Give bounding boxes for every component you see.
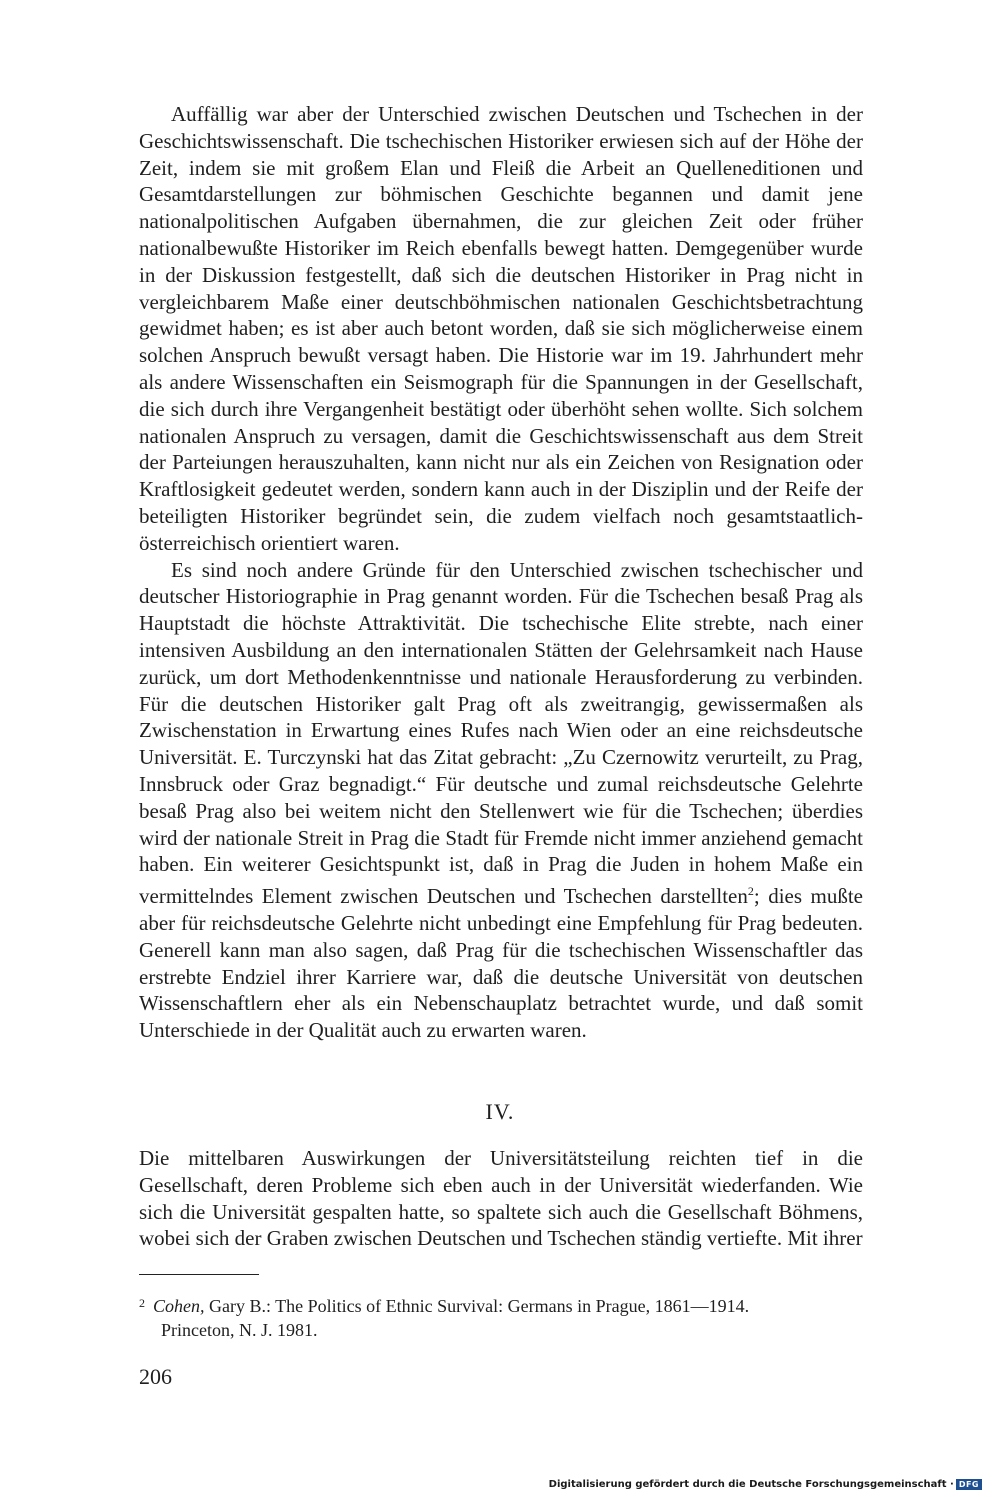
credit-text: Digitalisierung gefördert durch die Deutsche Forschungsgemeinschaft · bbox=[548, 1479, 954, 1490]
page-number: 206 bbox=[139, 1364, 172, 1389]
paragraph-text: Es sind noch andere Gründe für den Unterschied zwischen tschechischer und deutscher Historiographie in Prag genannt worden. Für die Tschechen besaß Prag als Hauptstadt die höchste Attraktivität. Die tschechische Elite strebte, nach einer intensiven Ausbildung an den internationalen Stätten der Gelehrsamkeit nach Hause zurück, um dort Methodenkenntnisse und nationale Herausforderung zu verbinden. Für die deutschen Historiker galt Prag oft als zweitrangig, gewissermaßen als Zwischenstation in Erwartung eines Rufes nach Wien oder an eine reichsdeutsche Universität. E. Turczynski hat das Zitat gebracht: „Zu Czernowitz verurteilt, zu Prag, Innsbruck oder Graz begnadigt.“ Für deutsche und zumal reichsdeutsche Gelehrte besaß Prag also bei weitem nicht den Stellenwert wie für die Tschechen; überdies wird der nationale Streit in Prag die Stadt für Fremde nicht immer anziehend gemacht haben. Ein weiterer Gesichtspunkt ist, daß in Prag die Juden in hohem Maße ein vermittelndes Element zwischen Deutschen und Tschechen darstellten bbox=[139, 557, 863, 909]
dfg-logo-icon: DFG bbox=[956, 1479, 982, 1490]
body-text-continued bbox=[139, 1145, 863, 1252]
footnote-author: Cohen, bbox=[153, 1296, 205, 1316]
body-text bbox=[139, 101, 863, 1044]
paragraph-text: ; dies mußte aber für reichsdeutsche Gelehrte nicht unbedingt eine Empfehlung für Prag bedeuten. Generell kann man also sagen, daß Prag für die tschechischen Wissenschaftler das erstrebte Endziel ihrer Karriere war, daß die deutsche Universität von deutschen Wissenschaftlern eher als ein Nebenschauplatz betrachtet wurde, und daß somit Unterschiede in der Qualität auch zu erwarten waren. bbox=[139, 884, 863, 1043]
footnote-text: Gary B.: The Politics of Ethnic Survival: Germans in Prague, 1861—1914. bbox=[204, 1296, 750, 1316]
digitization-credit bbox=[549, 1479, 982, 1490]
paragraph bbox=[139, 557, 863, 1044]
paragraph: Auffällig war aber der Unterschied zwischen Deutschen und Tschechen in der Geschichtswissenschaft. Die tschechischen Historiker erwiesen sich auf der Höhe der Zeit, indem sie mit großem Elan und Fleiß die Arbeit an Quelleneditionen und Gesamtdarstellungen zur böhmischen Geschichte begannen und damit jene nationalpolitischen Aufgaben übernahmen, die zur gleichen Zeit oder früher nationalbewußte Historiker im Reich ebenfalls bewegt hatten. Demgegenüber wurde in der Diskussion festgestellt, daß sich die deutschen Historiker in Prag nicht in vergleichbarem Maße einer deutschböhmischen nationalen Geschichtsbetrachtung gewidmet haben; es ist aber auch betont worden, daß sie sich möglicherweise einem solchen Anspruch bewußt versagt haben. Die Historie war im 19. Jahrhundert mehr als andere Wissenschaften ein Seismograph für die Spannungen in der Gesellschaft, die sich durch ihre Vergangenheit bestätigt oder überhöht sehen wollte. Sich solchem nationalen Anspruch zu versagen, damit die Geschichtswissenschaft aus dem Streit der Parteiungen herauszuhalten, kann nicht nur als ein Zeichen von Resignation oder Kraftlosigkeit gedeutet werden, sondern kann auch in der Disziplin und der Reife der beteiligten Historiker begründet sein, die zudem vielfach noch gesamtstaatlich-österreichisch orientiert waren. bbox=[139, 102, 863, 555]
footnote-marker: 2 bbox=[139, 1296, 145, 1310]
footnote bbox=[139, 1291, 863, 1342]
paragraph: Die mittelbaren Auswirkungen der Universitätsteilung reichten tief in die Gesellschaft, deren Probleme sich eben auch in der Universität wiederfanden. Wie sich die Universität gespalten hatte, so spaltete sich auch die Gesellschaft Böhmens, wobei sich der Graben zwischen Deutschen und Tschechen ständig vertiefte. Mit ihrer bbox=[139, 1146, 863, 1251]
footnote-reference: 2 bbox=[747, 884, 754, 899]
footnote-divider bbox=[139, 1274, 259, 1275]
section-heading: IV. bbox=[485, 1099, 515, 1124]
footnote-text-continued: Princeton, N. J. 1981. bbox=[161, 1320, 318, 1340]
